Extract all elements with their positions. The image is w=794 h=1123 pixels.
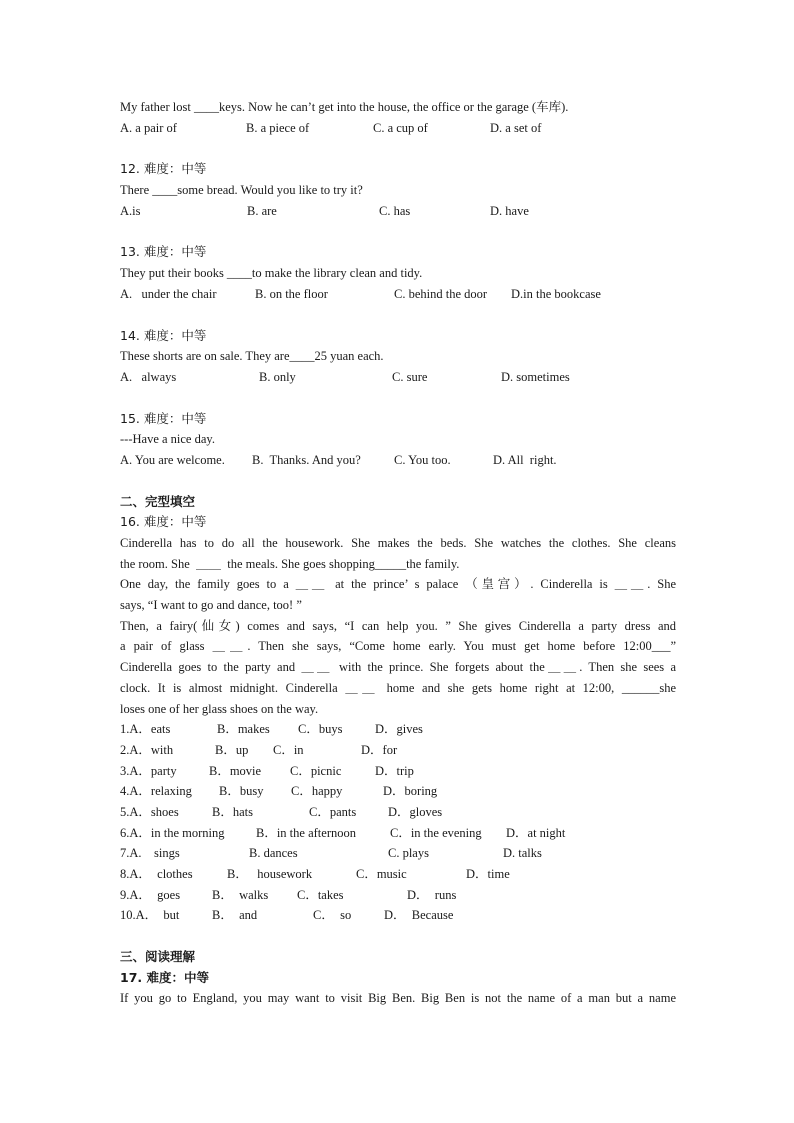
choice-c: C．picnic [290, 763, 342, 778]
choice-d: D．trip [375, 763, 414, 778]
q15-heading: 15. 难度：中等 [120, 410, 207, 426]
choice-b: B． housework [227, 867, 313, 881]
cloze-passage [120, 533, 676, 719]
choice-c: C．in [273, 742, 304, 757]
choice-a: 3.A．party [120, 763, 177, 778]
q13-heading: 13. 难度：中等 [120, 244, 207, 260]
choice-a: 2.A．with [120, 742, 174, 757]
choice-row [120, 802, 676, 823]
cloze-line: Cinderella has to do all the housework. She makes the beds. She watches the clothes. She cleans [120, 536, 676, 550]
choice-a: 1.A．eats [120, 722, 171, 737]
q15-option-a: A. You are welcome. [120, 452, 225, 467]
choice-b: B. dances [249, 846, 298, 861]
choice-b: B． walks [212, 887, 269, 902]
choice-c: C. plays [388, 846, 429, 861]
choice-d: D．boring [383, 784, 438, 799]
exam-page [120, 97, 676, 1009]
cloze-line: One day, the family goes to a ＿＿ at the prince’ s palace （皇宫）. Cinderella is ＿＿. She [120, 577, 676, 592]
section-cloze-title: 二、完型填空 [120, 493, 196, 509]
cloze-line: the room. She ＿＿ the meals. She goes shopping_____the family. [120, 556, 460, 571]
choice-d: D．gives [375, 722, 423, 737]
choice-d: D． Because [384, 908, 454, 923]
choice-row [120, 761, 676, 782]
cloze-line: says, “I want to go and dance, too! ” [120, 598, 302, 613]
choice-row [120, 781, 676, 802]
q17-heading: 17. 难度：中等 [120, 969, 209, 985]
choice-b: B．in the afternoon [256, 825, 356, 840]
q15-option-b: B. Thanks. And you? [252, 452, 361, 467]
choice-b: B．hats [212, 804, 253, 819]
q13-option-a: A. under the chair [120, 286, 217, 301]
choice-a: 4.A．relaxing [120, 784, 192, 799]
q11-option-c: C. a cup of [373, 120, 428, 135]
choice-a: 6.A．in the morning [120, 825, 225, 840]
choice-row [120, 740, 676, 761]
choice-c: C．in the evening [390, 825, 482, 840]
q14-options [120, 367, 676, 388]
choice-b: B．makes [217, 722, 270, 737]
q14-option-a: A. always [120, 369, 177, 384]
q12-heading: 12. 难度：中等 [120, 161, 207, 177]
q11-option-b: B. a piece of [246, 120, 310, 135]
choice-c: C．takes [297, 887, 344, 902]
q12-option-a: A.is [120, 203, 141, 218]
choice-row [120, 843, 676, 864]
choice-a: 8.A． clothes [120, 867, 193, 881]
choice-a: 7.A. sings [120, 846, 180, 861]
choice-b: B．up [215, 742, 249, 757]
q12-option-d: D. have [490, 203, 529, 218]
cloze-line: Cinderella goes to the party and ＿＿ with the prince. She forgets about the＿＿. Then she sees a [120, 660, 676, 675]
q15-options [120, 450, 676, 471]
q13-stem: They put their books ____to make the library clean and tidy. [120, 266, 423, 281]
choice-c: C．music [356, 867, 407, 881]
choice-a: 10.A． but [120, 908, 180, 923]
choice-b: B．busy [219, 784, 264, 799]
q15-option-c: C. You too. [394, 452, 451, 467]
q13-option-c: C. behind the door [394, 286, 488, 301]
q12-option-b: B. are [247, 203, 277, 218]
q14-option-b: B. only [259, 369, 296, 384]
choice-d: D．for [361, 742, 398, 757]
q14-stem: These shorts are on sale. They are____25 yuan each. [120, 349, 384, 364]
q12-stem: There ____some bread. Would you like to try it? [120, 183, 363, 198]
cloze-line: Then, a fairy(仙女) comes and says, “I can help you. ” She gives Cinderella a party dress and [120, 618, 676, 633]
choice-b: B．movie [209, 763, 262, 778]
choice-row [120, 719, 676, 740]
cloze-choices [120, 719, 676, 926]
cloze-line: a pair of glass ＿＿. Then she says, “Come home early. You must get home before 12:00___” [120, 639, 676, 654]
q12-option-c: C. has [379, 203, 411, 218]
q14-heading: 14. 难度：中等 [120, 327, 207, 343]
choice-c: C． so [313, 908, 352, 923]
choice-row [120, 905, 676, 926]
q13-options [120, 284, 676, 305]
q16-heading: 16. 难度：中等 [120, 514, 207, 530]
choice-d: D. talks [503, 846, 542, 861]
q15-option-d: D. All right. [493, 452, 557, 467]
section-reading-title: 三、阅读理解 [120, 949, 196, 965]
cloze-line: clock. It is almost midnight. Cinderella ＿＿ home and she gets home right at 12:00, ______she [120, 680, 676, 695]
choice-row [120, 823, 676, 844]
choice-d: D．at night [506, 825, 566, 840]
reading-passage-line: If you go to England, you may want to visit Big Ben. Big Ben is not the name of a man but a name [120, 991, 676, 1006]
q11-stem: My father lost ____keys. Now he can’t get into the house, the office or the garage (车库). [120, 100, 569, 114]
cloze-line: loses one of her glass shoes on the way. [120, 701, 319, 716]
choice-c: C．buys [298, 722, 343, 737]
q14-option-d: D. sometimes [501, 369, 570, 384]
choice-d: D． runs [407, 887, 457, 902]
choice-a: 9.A． goes [120, 887, 181, 902]
choice-b: B． and [212, 908, 258, 923]
q12-options [120, 201, 676, 222]
q13-option-b: B. on the floor [255, 286, 328, 301]
choice-row [120, 864, 676, 885]
q13-option-d: D.in the bookcase [511, 286, 601, 301]
choice-a: 5.A．shoes [120, 804, 179, 819]
q11-option-a: A. a pair of [120, 120, 177, 135]
q11-option-d: D. a set of [490, 120, 542, 135]
choice-d: D．gloves [388, 804, 443, 819]
q15-stem: ---Have a nice day. [120, 432, 215, 447]
choice-d: D．time [466, 867, 510, 881]
choice-c: C．pants [309, 804, 357, 819]
choice-row [120, 885, 676, 906]
q14-option-c: C. sure [392, 369, 428, 384]
q11-options [120, 118, 676, 139]
choice-c: C．happy [291, 784, 343, 799]
